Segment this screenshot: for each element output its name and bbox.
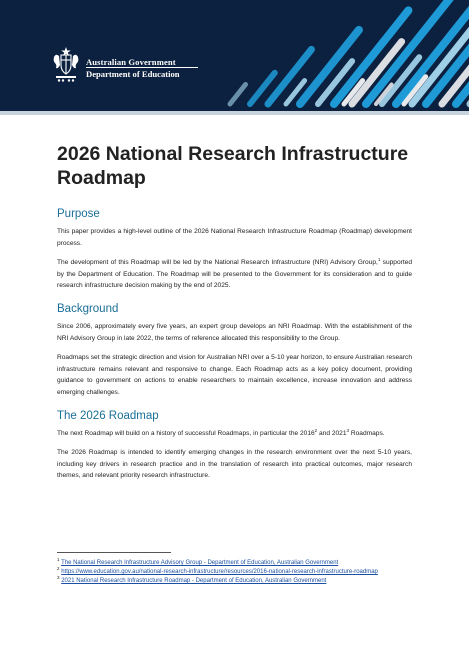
footnote-ref-2[interactable]: 2	[314, 427, 318, 433]
footnote-3: $^3$ 2021 National Research Infrastructure Roadmap - Department of Education, Australian Government	[57, 575, 327, 584]
footnotes	[57, 552, 412, 586]
banner-stripe	[230, 85, 246, 105]
roadmap-paragraph-1: The next Roadmap will build on a history of successful Roadmaps, in particular the 2016$^2$ and 2021$^3$ Roadmaps.	[57, 427, 385, 437]
purpose-paragraph-1: This paper provides a high-level outline of the 2026 National Research Infrastructure Roadmap (Roadmap) development process.	[57, 228, 412, 247]
footnote-link-3[interactable]: 2021 National Research Infrastructure Roadmap - Department of Education, Australian Government	[61, 578, 327, 584]
footnote-2: $^2$ https://www.education.gov.au/national-research-infrastructure/resources/2016-national-research-infrastructure-roadmap	[57, 566, 378, 575]
org-name-department: Department of Education	[86, 69, 180, 79]
document-title: 2026 National Research Infrastructure Roadmap	[57, 143, 409, 189]
header-banner	[0, 0, 469, 111]
header-accent-bar	[0, 111, 469, 115]
section-heading-2026-roadmap: The 2026 Roadmap	[57, 409, 159, 422]
footnote-1: $^1$ The National Research Infrastructure Advisory Group - Department of Education, Australian Government	[57, 557, 339, 566]
section-heading-background: Background	[57, 302, 119, 315]
logo-divider	[86, 67, 198, 68]
background-paragraph-2: Roadmaps set the strategic direction and vision for Australian NRI over a 5-10 year horizon, to ensure Australian research infrastructure remains relevant and responsive to change. Each Roadmap acts as a key policy document, providing guidance to government on actions to enable researchers to maintain excellence, increase innovation and address emerging challenges.	[57, 354, 412, 396]
footnote-ref-1[interactable]: 1	[377, 257, 381, 263]
purpose-paragraph-2: The development of this Roadmap will be led by the National Research Infrastructure (NRI) Advisory Group,$^1$ supported by the Department of Education. The Roadmap will be presented to the Government for its consideration and to guide research infrastructure decision making by the end of 2025.	[57, 257, 412, 290]
banner-stripe	[334, 10, 408, 104]
footnote-link-2[interactable]: https://www.education.gov.au/national-research-infrastructure/resources/2016-national-research-infrastructure-roadmap	[61, 569, 378, 575]
australian-government-logo[interactable]	[52, 45, 212, 87]
org-name-government: Australian Government	[86, 57, 176, 67]
footnote-divider	[57, 552, 171, 553]
roadmap-paragraph-2: The 2026 Roadmap is intended to identify emerging changes in the research environment over the next 5-10 years, including key drivers in research practice and in the translation of research into practical outcomes, major research themes, and relevant priority research infrastructure.	[57, 449, 412, 480]
section-heading-purpose: Purpose	[57, 208, 100, 220]
document-body	[57, 142, 412, 482]
footnote-ref-3[interactable]: 3	[346, 427, 350, 433]
background-paragraph-1: Since 2006, approximately every five years, an expert group develops an NRI Roadmap. With the establishment of the NRI Advisory Group in late 2022, the terms of reference allocated this responsibility to the Group.	[57, 322, 412, 342]
coat-of-arms-icon	[52, 45, 80, 83]
footnote-link-1[interactable]: The National Research Infrastructure Advisory Group - Department of Education, Australian Government	[61, 560, 339, 566]
